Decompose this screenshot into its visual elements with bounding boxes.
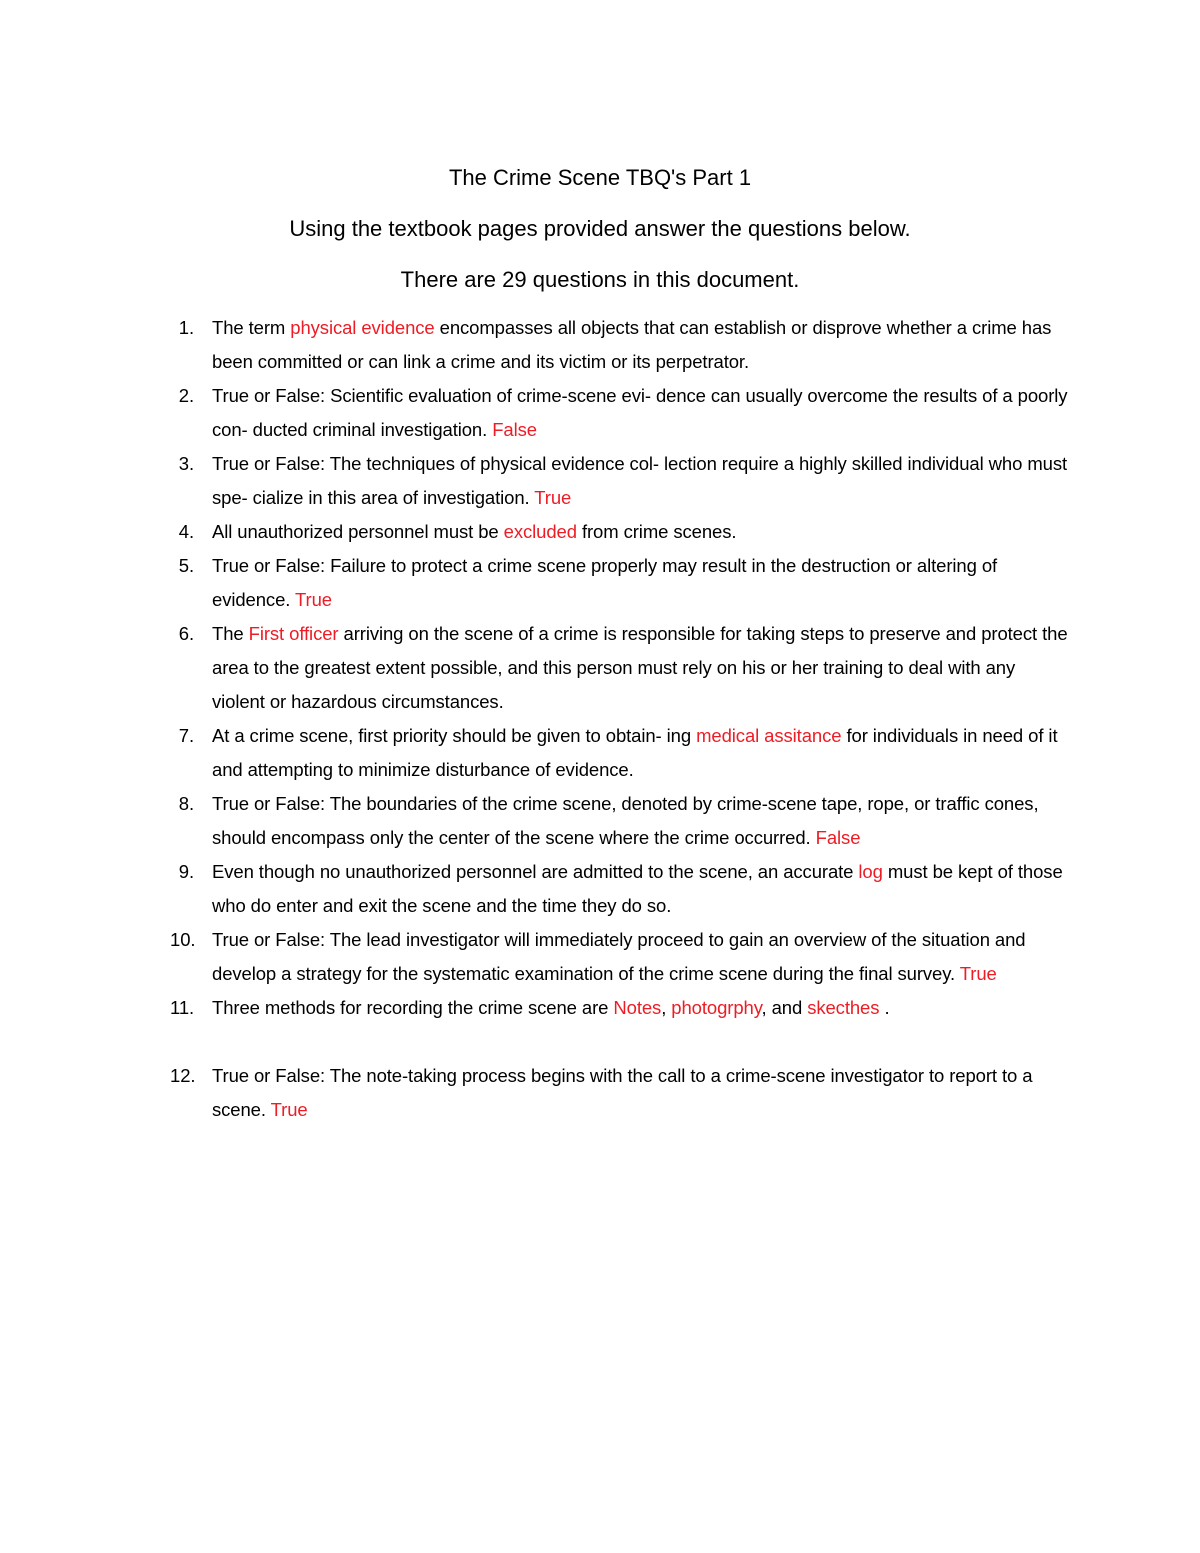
- list-spacer: [170, 1025, 1070, 1059]
- question-item: [170, 515, 1070, 549]
- instructions-text: Using the textbook pages provided answer the questions below.: [289, 216, 911, 241]
- question-text: [212, 1059, 1070, 1127]
- answer-text: True: [295, 589, 332, 610]
- question-fragment: Even though no unauthorized personnel are admitted to the scene, an accurate: [212, 861, 859, 882]
- question-fragment: , and: [761, 997, 808, 1018]
- question-item: [170, 617, 1070, 719]
- question-fragment: At a crime scene, first priority should be given to obtain- ing: [212, 725, 697, 746]
- question-number: 12.: [170, 1065, 196, 1086]
- question-number: 3.: [178, 453, 194, 474]
- answer-text: False: [492, 419, 537, 440]
- question-number: 7.: [178, 725, 194, 746]
- question-item: [170, 379, 1070, 447]
- question-count-text: There are 29 questions in this document.: [400, 267, 800, 292]
- question-number: 1.: [178, 317, 194, 338]
- question-fragment: True or False: The note-taking process begins with the call to a crime-scene investigator to report to a scene.: [212, 1065, 1033, 1120]
- question-fragment: .: [879, 997, 890, 1018]
- question-fragment: encompasses all objects that can establish or disprove whether a crime has been committed or can link a crime and its victim or its perpetrator.: [212, 317, 1052, 372]
- question-number: 9.: [178, 861, 194, 882]
- question-fragment: ,: [661, 997, 672, 1018]
- question-text: [212, 855, 1070, 923]
- question-item: [170, 1059, 1070, 1127]
- answer-text: physical evidence: [290, 317, 435, 338]
- question-text: [212, 311, 1070, 379]
- question-fragment: arriving on the scene of a crime is responsible for taking steps to preserve and protect the area to the greatest extent possible, and this person must rely on his or her training to deal with any violent or hazardous circumstances.: [212, 623, 1068, 712]
- question-fragment: True or False: Failure to protect a crime scene properly may result in the destruction or altering of evidence.: [212, 555, 998, 610]
- question-number: 2.: [178, 385, 194, 406]
- question-text: [212, 447, 1070, 515]
- question-item: [170, 447, 1070, 515]
- answer-text: First officer: [248, 623, 344, 644]
- answer-text: skecthes: [807, 997, 880, 1018]
- question-text: [212, 515, 1070, 549]
- question-number: 8.: [178, 793, 194, 814]
- question-text: [212, 379, 1070, 447]
- question-fragment: All unauthorized personnel must be: [212, 521, 504, 542]
- question-number: 10.: [170, 929, 196, 950]
- answer-text: True: [270, 1099, 308, 1120]
- answer-text: True: [959, 963, 997, 984]
- question-item: [170, 549, 1070, 617]
- question-list: [170, 311, 1070, 1127]
- answer-text: medical assitance: [696, 725, 842, 746]
- question-text: [212, 923, 1070, 991]
- answer-text: True: [534, 487, 572, 508]
- question-text: [212, 549, 1070, 617]
- question-item: [170, 787, 1070, 855]
- question-item: [170, 311, 1070, 379]
- question-fragment: must be kept of those who do enter and exit the scene and the time they do so.: [212, 861, 1063, 916]
- question-fragment: True or False: The techniques of physical evidence col- lection require a highly skilled individual who must spe- cialize in this area of investigation.: [212, 453, 1068, 508]
- document-title: The Crime Scene TBQ's Part 1: [448, 165, 752, 190]
- question-fragment: True or False: Scientific evaluation of crime-scene evi- dence can usually overcome the results of a poorly con- ducted criminal investigation.: [212, 385, 1068, 440]
- question-fragment: The term: [212, 317, 291, 338]
- question-number: 4.: [178, 521, 194, 542]
- question-text: [212, 787, 1070, 855]
- answer-text: False: [815, 827, 861, 848]
- question-number: 6.: [178, 623, 194, 644]
- question-fragment: Three methods for recording the crime scene are: [212, 997, 614, 1018]
- question-fragment: from crime scenes.: [576, 521, 737, 542]
- answer-text: Notes: [613, 997, 662, 1018]
- question-item: [170, 991, 1070, 1025]
- answer-text: photogrphy: [671, 997, 762, 1018]
- question-fragment: True or False: The boundaries of the crime scene, denoted by crime-scene tape, rope, or traffic cones, should encompass only the center of the scene where the crime occurred.: [212, 793, 1039, 848]
- question-fragment: The: [212, 623, 249, 644]
- question-number: 11.: [170, 997, 195, 1018]
- answer-text: log: [858, 861, 883, 882]
- question-fragment: True or False: The lead investigator will immediately proceed to gain an overview of the situation and develop a strategy for the systematic examination of the crime scene during the final survey.: [212, 929, 1026, 984]
- question-text: [212, 617, 1070, 719]
- question-text: [212, 991, 1070, 1025]
- question-item: [170, 719, 1070, 787]
- question-item: [170, 855, 1070, 923]
- question-item: [170, 923, 1070, 991]
- question-text: [212, 719, 1070, 787]
- question-fragment: for individuals in need of it and attempting to minimize disturbance of evidence.: [212, 725, 1058, 780]
- answer-text: excluded: [503, 521, 577, 542]
- question-number: 5.: [178, 555, 194, 576]
